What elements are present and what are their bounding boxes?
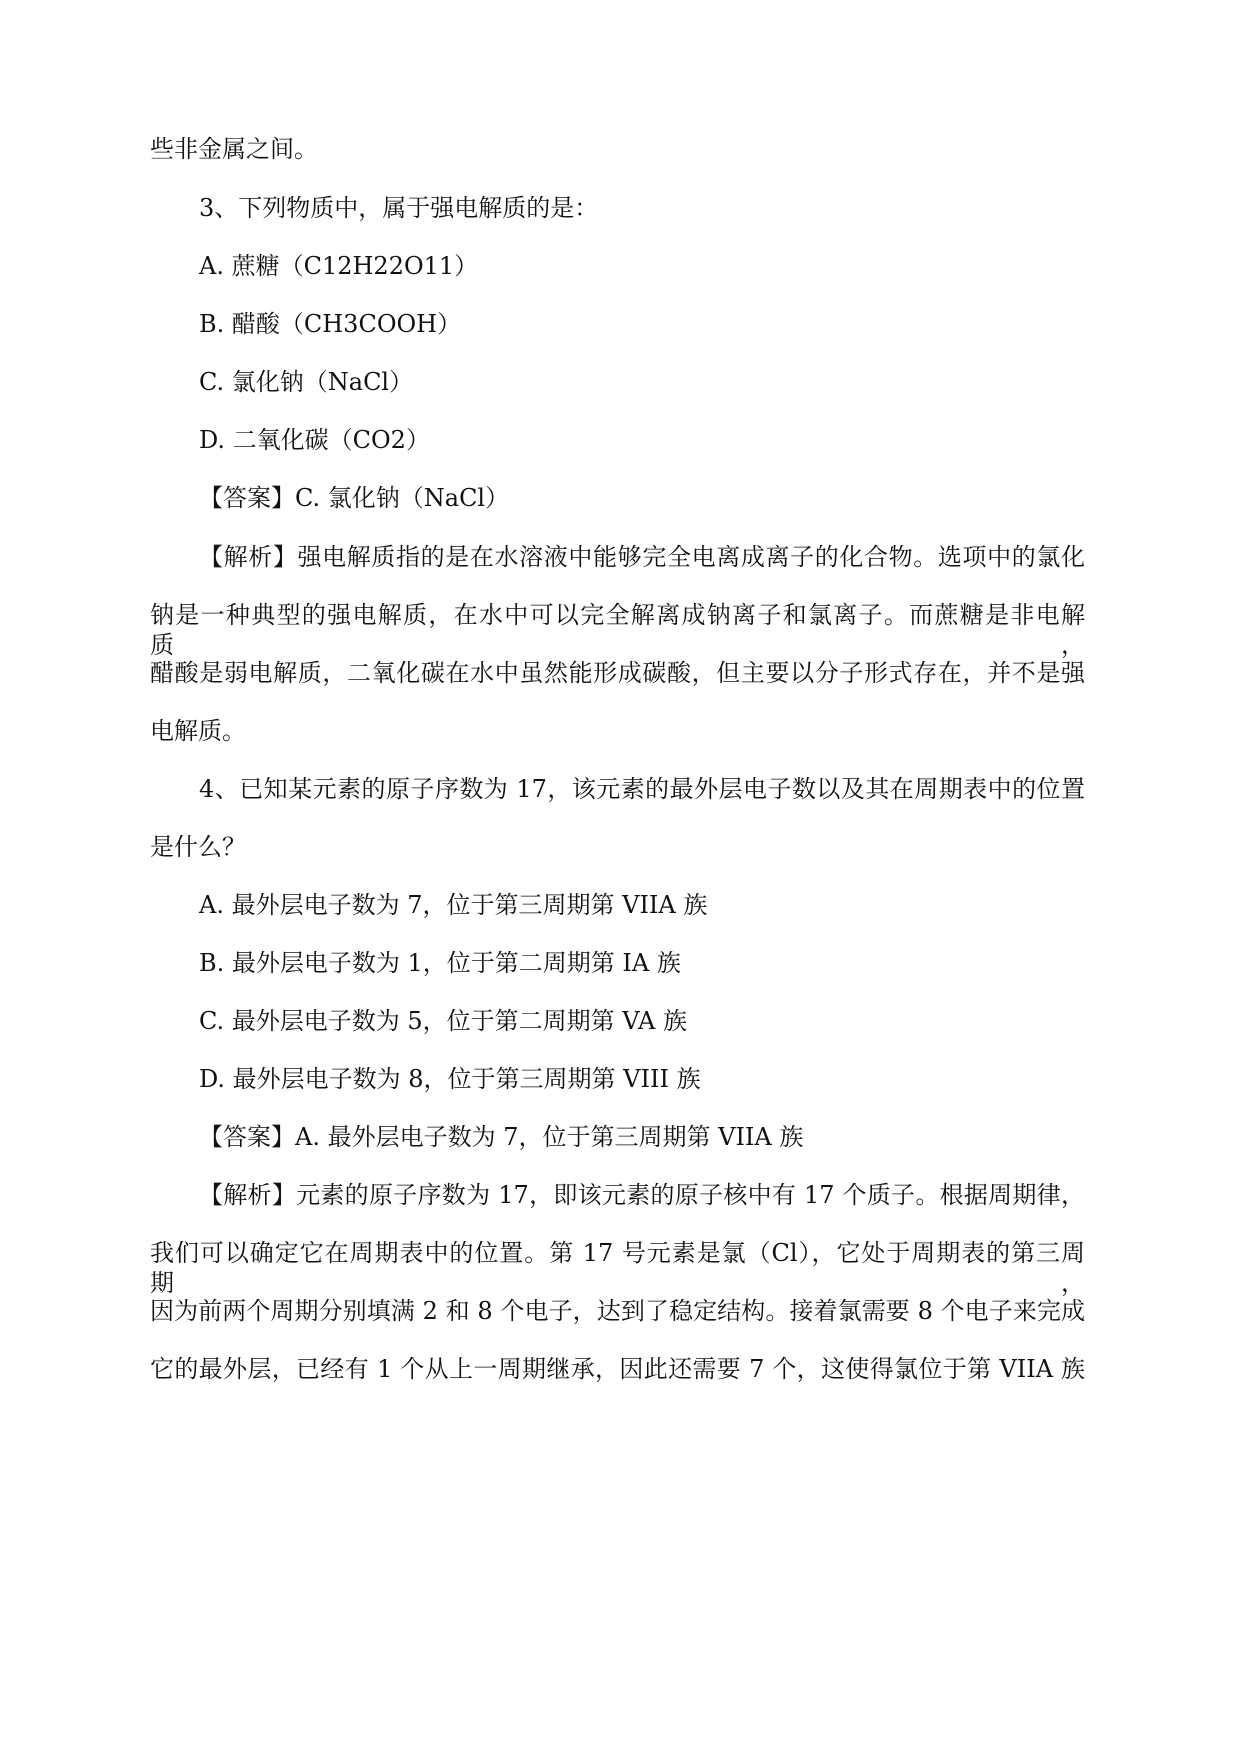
question-3-option-c: C. 氯化钠（NaCl）	[199, 368, 414, 396]
question-3-option-d: D. 二氧化碳（CO2）	[199, 426, 430, 454]
question-4-explanation-line-1: 【解析】元素的原子序数为 17，即该元素的原子核中有 17 个质子。根据周期律，	[199, 1181, 1085, 1209]
question-3-option-b: B. 醋酸（CH3COOH）	[199, 310, 462, 338]
question-4-answer: 【答案】A. 最外层电子数为 7，位于第三周期第 VIIA 族	[199, 1123, 804, 1151]
question-3-explanation-line-3: 醋酸是弱电解质，二氧化碳在水中虽然能形成碳酸，但主要以分子形式存在，并不是强	[150, 659, 1085, 687]
question-3-explanation-line-2: 钠是一种典型的强电解质，在水中可以完全解离成钠离子和氯离子。而蔗糖是非电解质，	[150, 601, 1085, 659]
question-4-explanation-line-3: 因为前两个周期分别填满 2 和 8 个电子，达到了稳定结构。接着氯需要 8 个电子来完成	[150, 1297, 1085, 1325]
question-4-stem-line-2: 是什么？	[150, 833, 246, 861]
question-4-explanation-line-2: 我们可以确定它在周期表中的位置。第 17 号元素是氯（Cl），它处于周期表的第三周期，	[150, 1239, 1085, 1297]
question-3-explanation-line-1: 【解析】强电解质指的是在水溶液中能够完全电离成离子的化合物。选项中的氯化	[199, 543, 1085, 571]
question-4-option-c: C. 最外层电子数为 5，位于第二周期第 VA 族	[199, 1007, 687, 1035]
text-line-continuation: 些非金属之间。	[150, 135, 318, 163]
question-3-option-a: A. 蔗糖（C12H22O11）	[199, 252, 479, 280]
question-4-option-b: B. 最外层电子数为 1，位于第二周期第 IA 族	[199, 949, 681, 977]
question-3-answer: 【答案】C. 氯化钠（NaCl）	[199, 484, 510, 512]
question-3-stem: 3、下列物质中，属于强电解质的是：	[199, 194, 599, 222]
question-4-option-a: A. 最外层电子数为 7，位于第三周期第 VIIA 族	[199, 891, 708, 919]
question-4-explanation-line-4: 它的最外层，已经有 1 个从上一周期继承，因此还需要 7 个，这使得氯位于第 VIIA 族	[150, 1355, 1085, 1383]
question-4-option-d: D. 最外层电子数为 8，位于第三周期第 VIII 族	[199, 1065, 701, 1093]
question-3-explanation-line-4: 电解质。	[150, 717, 246, 745]
question-4-stem-line-1: 4、已知某元素的原子序数为 17，该元素的最外层电子数以及其在周期表中的位置	[199, 775, 1085, 803]
